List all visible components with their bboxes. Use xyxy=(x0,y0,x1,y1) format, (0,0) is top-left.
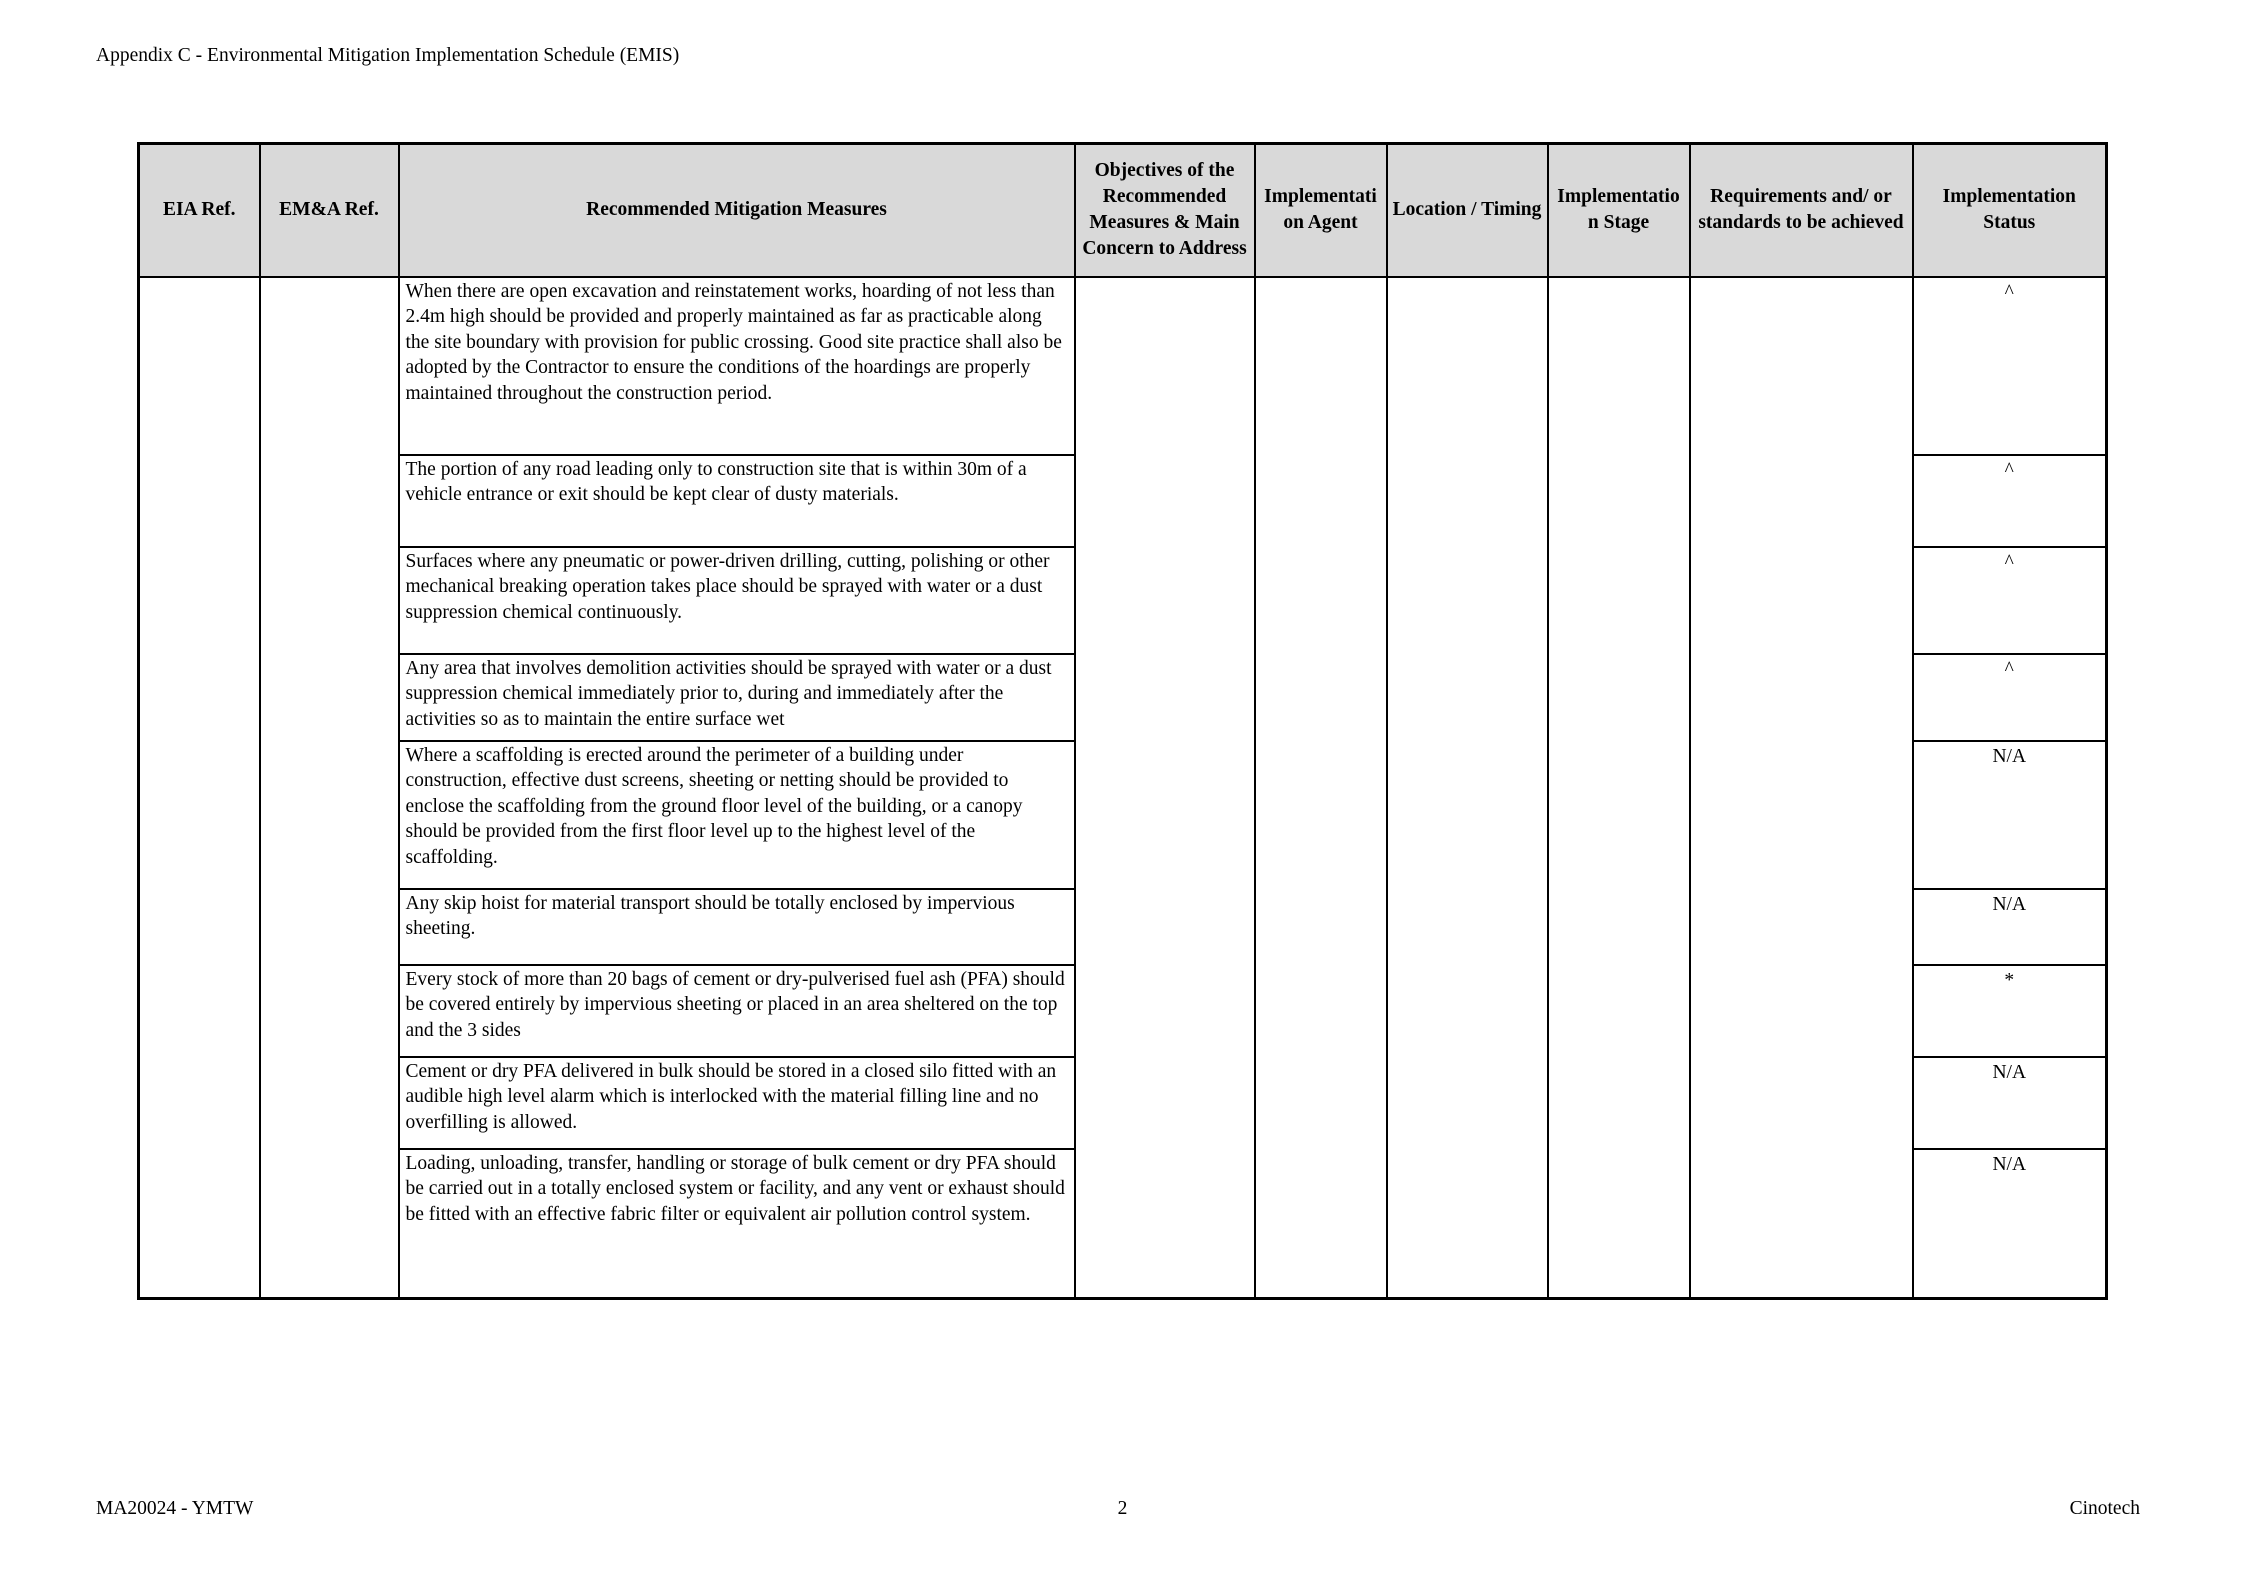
cell-implementation-status: N/A xyxy=(1913,1149,2107,1299)
emis-table xyxy=(137,142,2108,1300)
col-header-mitigation-measures: Recommended Mitigation Measures xyxy=(399,144,1075,277)
col-header-implementation-stage: Implementation Stage xyxy=(1548,144,1690,277)
cell-mitigation-measure: When there are open excavation and reinstatement works, hoarding of not less than 2.4m high should be provided and properly maintained as far as practicable along the site boundary with provision for public crossing. Good site practice shall also be adopted by the Contractor to ensure the conditions of the hoardings are properly maintained throughout the construction period. xyxy=(399,277,1075,455)
cell-implementation-status: * xyxy=(1913,965,2107,1057)
page-footer xyxy=(0,1496,2245,1522)
cell-mitigation-measure: Surfaces where any pneumatic or power-driven drilling, cutting, polishing or other mechanical breaking operation takes place should be sprayed with water or a dust suppression chemical continuously. xyxy=(399,547,1075,654)
cell-mitigation-measure: Loading, unloading, transfer, handling or storage of bulk cement or dry PFA should be carried out in a totally enclosed system or facility, and any vent or exhaust should be fitted with an effective fabric filter or equivalent air pollution control system. xyxy=(399,1149,1075,1299)
col-header-implementation-status: Implementation Status xyxy=(1913,144,2107,277)
col-header-objectives: Objectives of the Recommended Measures & Main Concern to Address xyxy=(1075,144,1255,277)
cell-objectives-empty xyxy=(1075,277,1255,1299)
cell-location-timing-empty xyxy=(1387,277,1548,1299)
cell-implementation-status: ^ xyxy=(1913,455,2107,547)
cell-mitigation-measure: The portion of any road leading only to construction site that is within 30m of a vehicle entrance or exit should be kept clear of dusty materials. xyxy=(399,455,1075,547)
col-header-requirements: Requirements and/ or standards to be achieved xyxy=(1690,144,1913,277)
cell-implementation-agent-empty xyxy=(1255,277,1387,1299)
cell-implementation-status: ^ xyxy=(1913,654,2107,741)
cell-mitigation-measure: Any skip hoist for material transport should be totally enclosed by impervious sheeting. xyxy=(399,889,1075,965)
cell-implementation-status: N/A xyxy=(1913,741,2107,889)
cell-implementation-stage-empty xyxy=(1548,277,1690,1299)
cell-ema-ref-empty xyxy=(260,277,399,1299)
col-header-location-timing: Location / Timing xyxy=(1387,144,1548,277)
col-header-implementation-agent: Implementation Agent xyxy=(1255,144,1387,277)
footer-page-number: 2 xyxy=(1117,1498,1128,1519)
cell-mitigation-measure: Every stock of more than 20 bags of cement or dry-pulverised fuel ash (PFA) should be covered entirely by impervious sheeting or placed in an area sheltered on the top and the 3 sides xyxy=(399,965,1075,1057)
cell-implementation-status: N/A xyxy=(1913,1057,2107,1149)
cell-mitigation-measure: Cement or dry PFA delivered in bulk should be stored in a closed silo fitted with an audible high level alarm which is interlocked with the material filling line and no overfilling is allowed. xyxy=(399,1057,1075,1149)
footer-project-ref: MA20024 - YMTW xyxy=(96,1498,254,1519)
cell-implementation-status: N/A xyxy=(1913,889,2107,965)
footer-company: Cinotech xyxy=(2069,1498,2140,1519)
cell-mitigation-measure: Where a scaffolding is erected around the perimeter of a building under construction, effective dust screens, sheeting or netting should be provided to enclose the scaffolding from the ground floor level of the building, or a canopy should be provided from the first floor level up to the highest level of the scaffolding. xyxy=(399,741,1075,889)
col-header-eia-ref: EIA Ref. xyxy=(139,144,260,277)
page-title: Appendix C - Environmental Mitigation Implementation Schedule (EMIS) xyxy=(96,45,680,66)
cell-requirements-empty xyxy=(1690,277,1913,1299)
table-row xyxy=(139,277,2107,455)
cell-eia-ref-empty xyxy=(139,277,260,1299)
cell-mitigation-measure: Any area that involves demolition activities should be sprayed with water or a dust suppression chemical immediately prior to, during and immediately after the activities so as to maintain the entire surface wet xyxy=(399,654,1075,741)
cell-implementation-status: ^ xyxy=(1913,277,2107,455)
col-header-ema-ref: EM&A Ref. xyxy=(260,144,399,277)
table-header-row xyxy=(139,144,2107,277)
cell-implementation-status: ^ xyxy=(1913,547,2107,654)
